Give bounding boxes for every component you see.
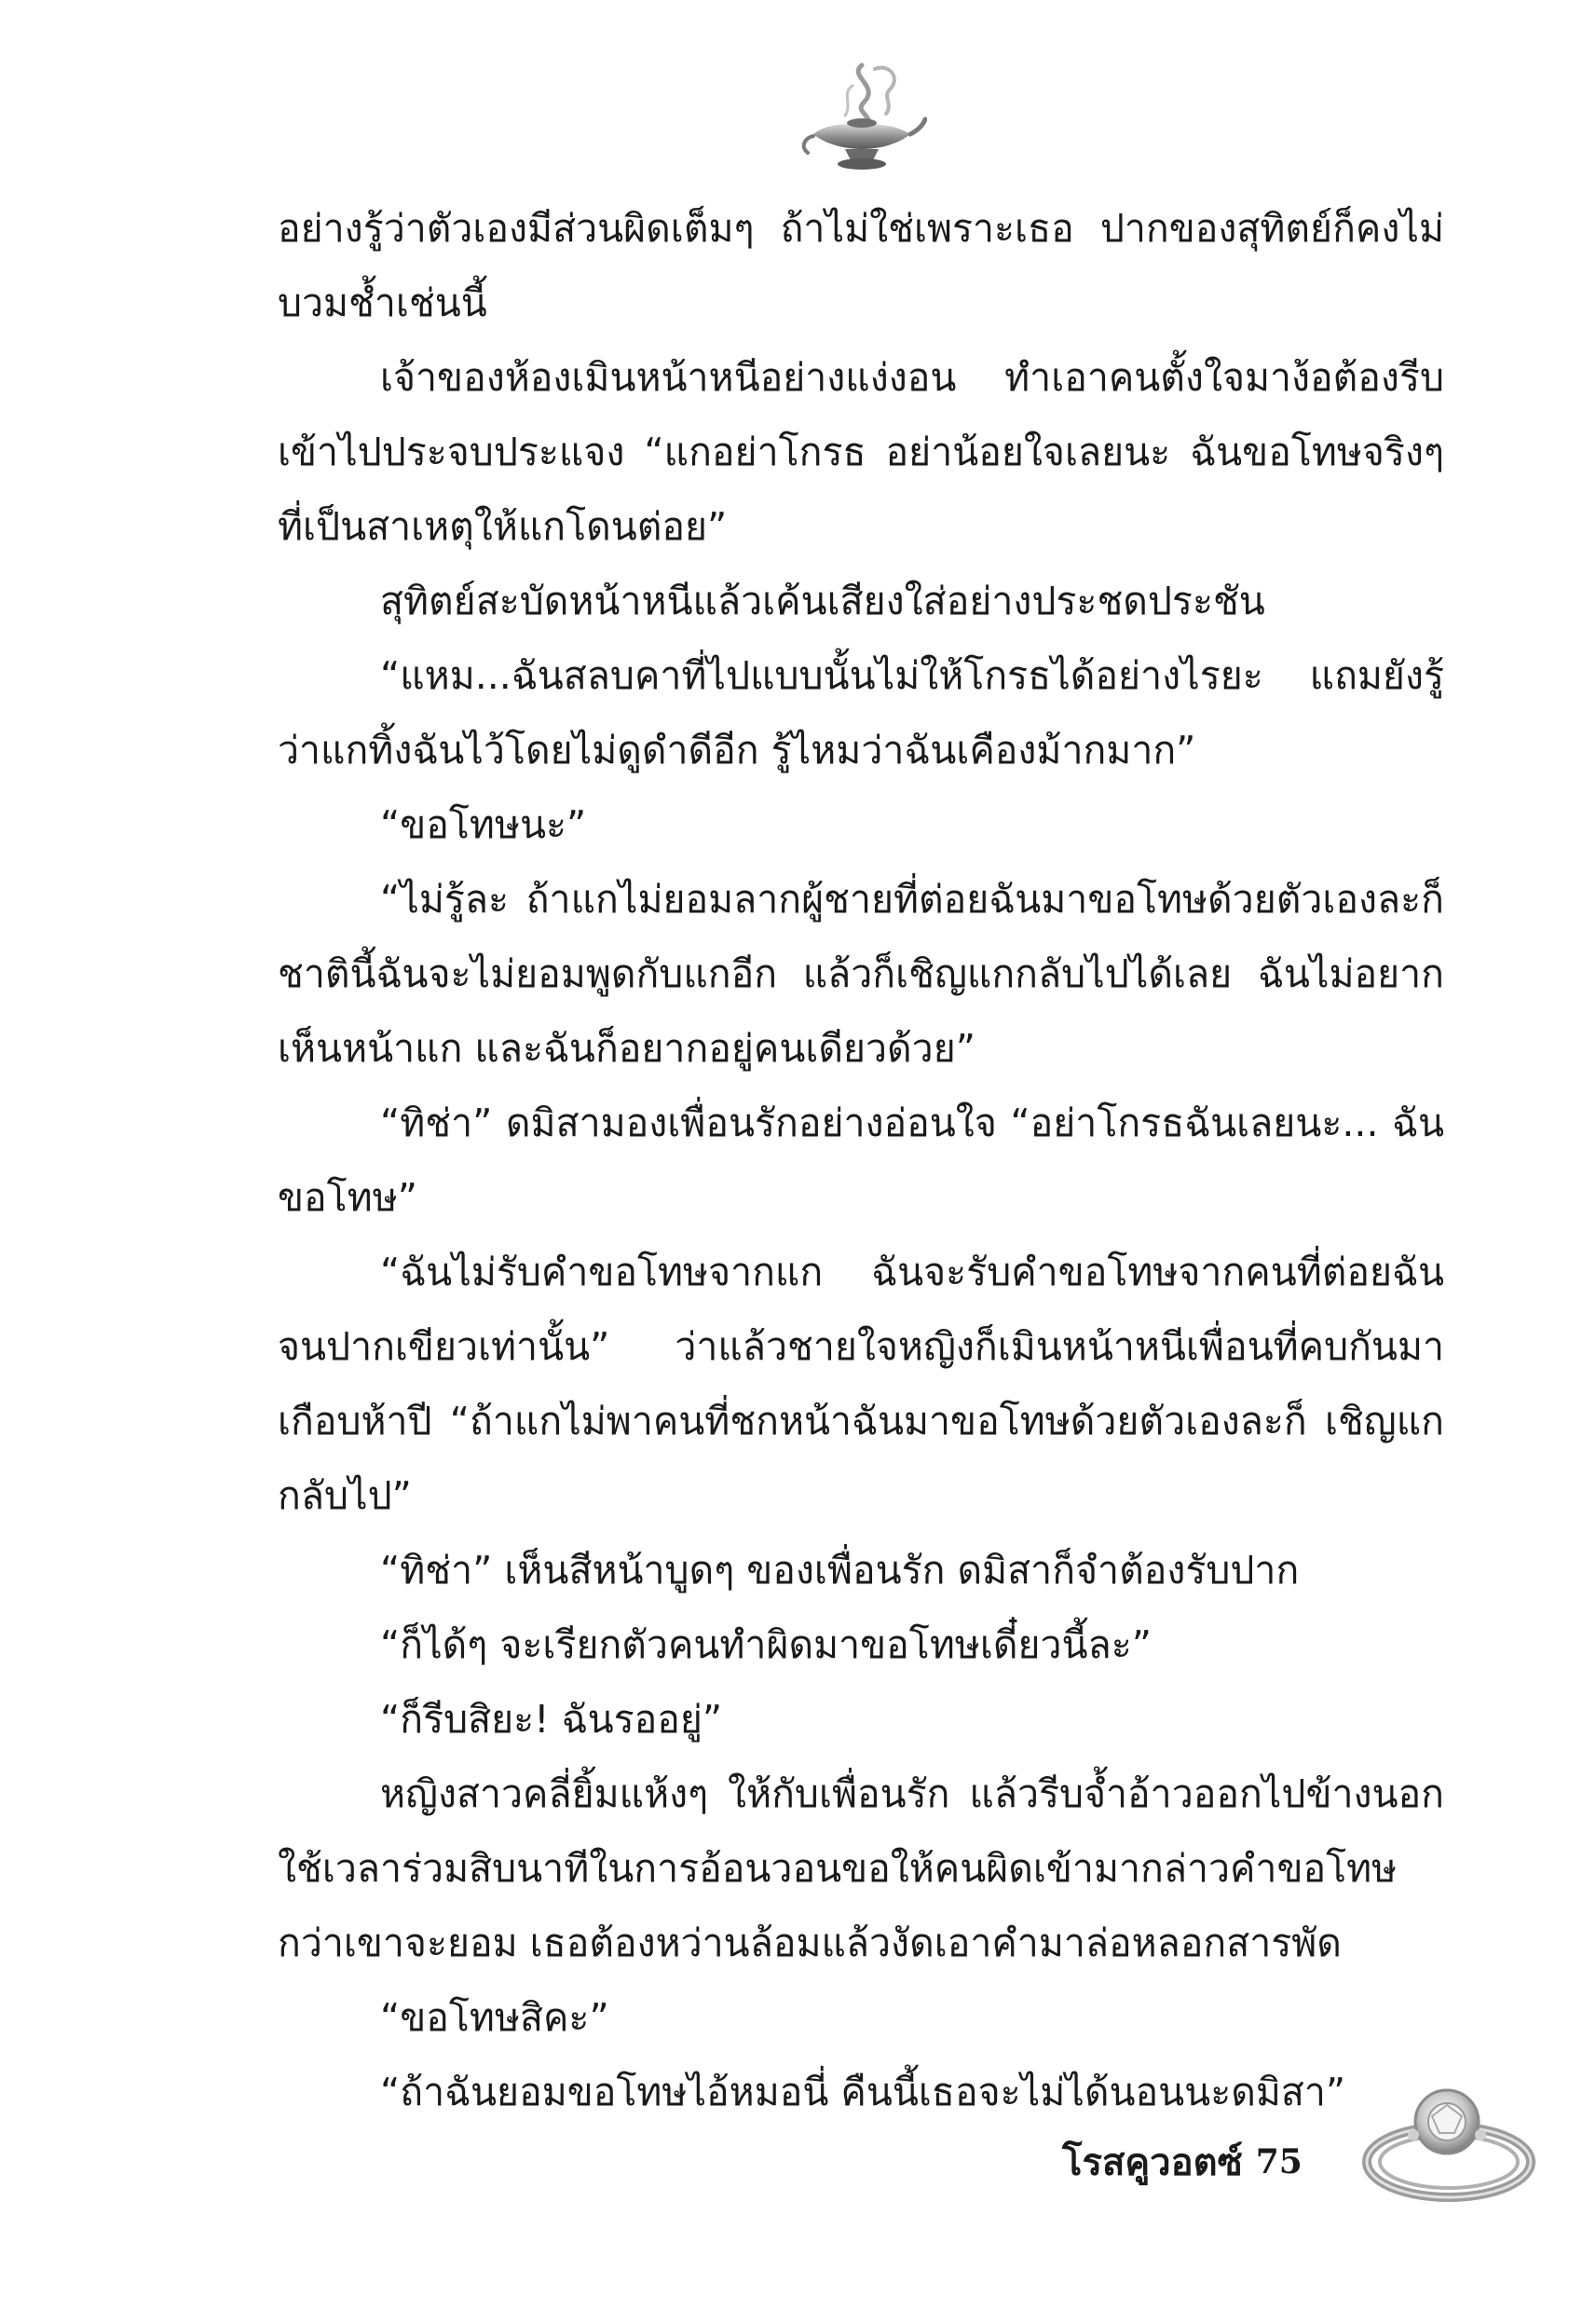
page-number: 75 (1255, 2142, 1303, 2181)
paragraph: สุทิตย์สะบัดหน้าหนีแล้วเค้นเสียงใส่อย่างประชดประชัน (380, 579, 1265, 623)
paragraph: หญิงสาวคลี่ยิ้มแห้งๆ ให้กับเพื่อนรัก แล้วรีบจ้ำอ้าวออกไปข้างนอกใช้เวลาร่วมสิบนาทีในการอ้อนวอนขอให้คนผิดเข้ามากล่าวคำขอโทษ กว่าเขาจะยอม เธอต้องหว่านล้อมแล้วงัดเอาคำมาล่อหลอกสารพัด (278, 1771, 1444, 1965)
paragraph: “ก็ได้ๆ จะเรียกตัวคนทำผิดมาขอโทษเดี๋ยวนี้ละ” (380, 1622, 1152, 1667)
paragraph: “ถ้าฉันยอมขอโทษไอ้หมอนี่ คืนนี้เธอจะไม่ได้นอนนะดมิสา” (380, 2070, 1346, 2114)
paragraph: “ขอโทษสิคะ” (380, 1995, 609, 2040)
paragraph: อย่างรู้ว่าตัวเองมีส่วนผิดเต็มๆ ถ้าไม่ใช่เพราะเธอ ปากของสุทิตย์ก็คงไม่บวมช้ำเช่นนี้ (278, 206, 1444, 325)
paragraph: “ทิช่า” ดมิสามองเพื่อนรักอย่างอ่อนใจ “อย่าโกรธฉันเลยนะ... ฉันขอโทษ” (278, 1101, 1444, 1220)
book-title: โรสคูวอตซ์ (1062, 2140, 1243, 2184)
paragraph: “ขอโทษนะ” (380, 802, 587, 847)
paragraph: “ก็รีบสิยะ! ฉันรออยู่” (380, 1697, 723, 1742)
body-text (278, 191, 1444, 2129)
paragraph: “ฉันไม่รับคำขอโทษจากแก ฉันจะรับคำขอโทษจากคนที่ต่อยฉันจนปากเขียวเท่านั้น” ว่าแล้วชายใจหญิงก็เมินหน้าหนีเพื่อนที่คบกันมาเกือบห้าปี “ถ้าแกไม่พาคนที่ชกหน้าฉันมาขอโทษด้วยตัวเองละก็ เชิญแกกลับไป” (278, 1250, 1444, 1518)
paragraph: “ไม่รู้ละ ถ้าแกไม่ยอมลากผู้ชายที่ต่อยฉันมาขอโทษด้วยตัวเองละก็ ชาตินี้ฉันจะไม่ยอมพูดกับแกอีก แล้วก็เชิญแกกลับไปได้เลย ฉันไม่อยากเห็นหน้าแก และฉันก็อยากอยู่คนเดียวด้วย” (278, 877, 1444, 1071)
page-footer (1062, 2129, 1303, 2195)
paragraph: เจ้าของห้องเมินหน้าหนีอย่างแง่งอน ทำเอาคนตั้งใจมาง้อต้องรีบเข้าไปประจบประแจง “แกอย่าโกรธ อย่าน้อยใจเลยนะ ฉันขอโทษจริงๆ ที่เป็นสาเหตุให้แกโดนต่อย” (278, 355, 1444, 549)
diamond-ring-icon (1356, 2073, 1542, 2213)
paragraph: “ทิช่า” เห็นสีหน้าบูดๆ ของเพื่อนรัก ดมิสาก็จำต้องรับปาก (380, 1548, 1300, 1593)
magic-lamp-icon (797, 58, 927, 179)
paragraph: “แหม...ฉันสลบคาที่ไปแบบนั้นไม่ให้โกรธได้อย่างไรยะ แถมยังรู้ว่าแกทิ้งฉันไว้โดยไม่ดูดำดีอีก รู้ไหมว่าฉันเคืองม้ากมาก” (278, 653, 1444, 773)
